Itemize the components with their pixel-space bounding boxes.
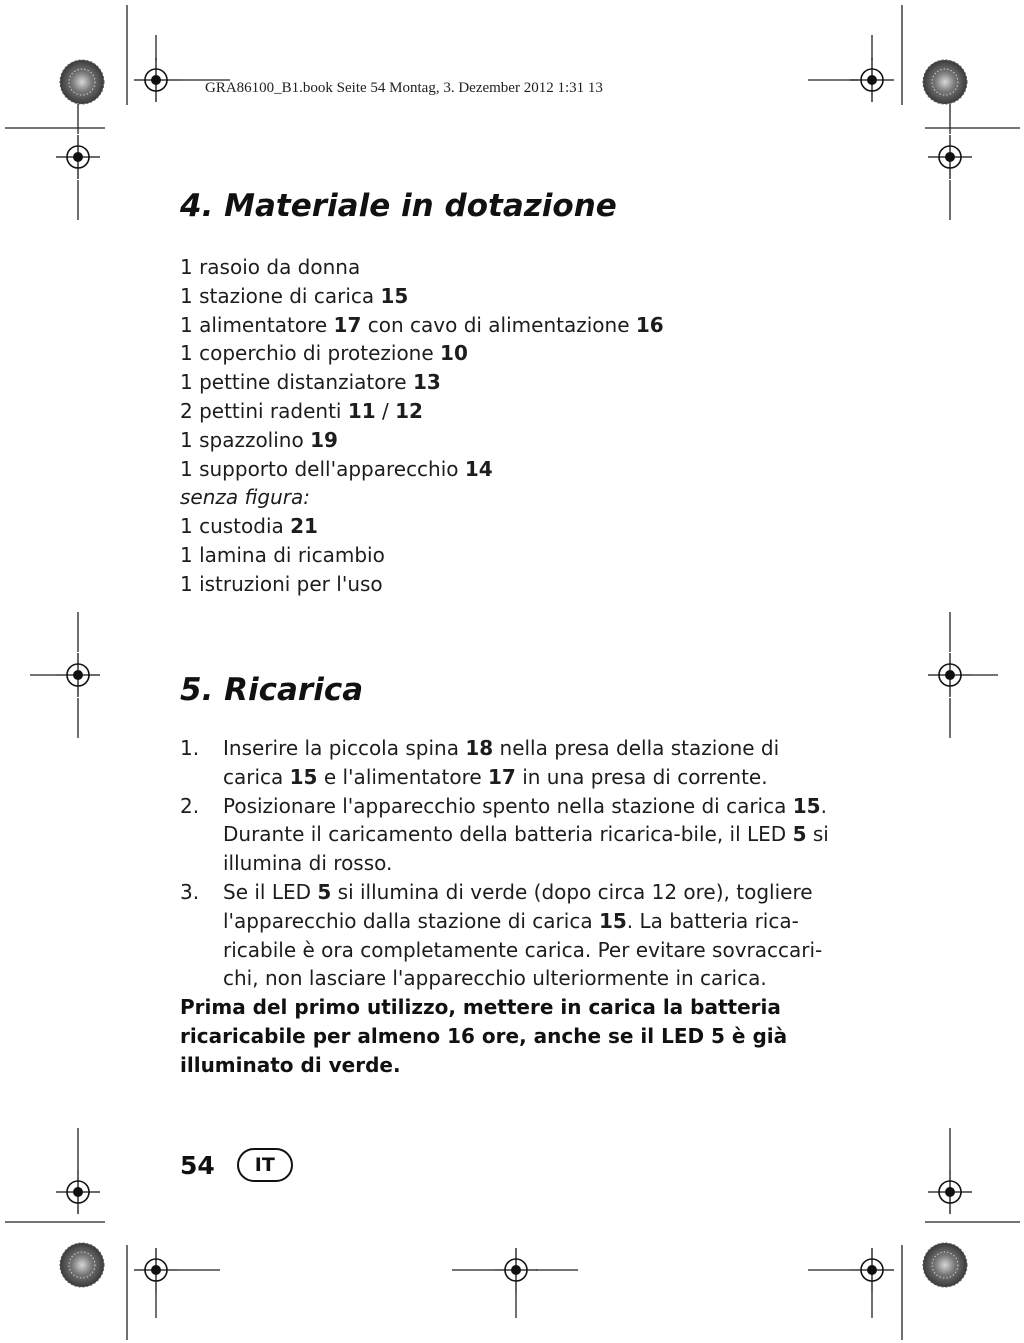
list-item: 2 pettini radenti 11 / 12 [180,398,423,423]
list-item: 1 pettine distanziatore 13 [180,370,441,395]
list-item: 1 coperchio di protezione 10 [180,341,468,366]
step-2: 2. Posizionare l'apparecchio spento nella stazione di carica 15. Durante il caricamento della batteria ricarica-bile, il LED 5 si illumina di rosso. [180,793,829,876]
list-item: 1 rasoio da donna [180,255,361,279]
part-reference: 15 [380,283,409,308]
part-reference: 17 [333,312,362,337]
materials-list [180,253,664,599]
step-1: 1. Inserire la piccola spina 18 nella presa della stazione di carica 15 e l'alimentatore 17 in una presa di corrente. [180,736,780,789]
list-item: 1 stazione di carica 15 [180,283,409,308]
part-reference: 13 [412,370,441,395]
section-4-title: 4. Materiale in dotazione [180,188,617,224]
part-reference: 16 [635,312,664,337]
list-item: 1 spazzolino 19 [180,427,338,452]
page-footer [180,1148,293,1182]
language-badge: IT [237,1148,293,1182]
list-item: 1 istruzioni per l'uso [180,571,383,596]
list-item: 1 lamina di ricambio [180,542,385,567]
print-job-info: GRA86100_B1.book Seite 54 Montag, 3. Dezember 2012 1:31 13 [205,80,603,96]
list-item: 1 alimentatore 17 con cavo di alimentazione 16 [180,312,664,337]
step-number: 1. [180,736,200,760]
section-5-title: 5. Ricarica [180,672,364,708]
list-item: 1 supporto dell'apparecchio 14 [180,456,493,481]
list-item: 1 custodia 21 [180,514,318,539]
part-reference: 10 [440,341,468,366]
page-number: 54 [180,1150,215,1180]
part-reference: 14 [464,456,493,481]
part-reference: 11 [347,398,376,423]
part-reference: 19 [310,427,338,452]
first-use-warning: Prima del primo utilizzo, mettere in carica la batteria ricaricabile per almeno 16 ore, anche se il LED 5 è già illuminato di verde. [180,995,788,1077]
step-number: 3. [180,879,200,904]
without-figure-note: senza figura: [180,485,311,510]
step-number: 2. [180,793,200,818]
step-3: 3. Se il LED 5 si illumina di verde (dopo circa 12 ore), togliere l'apparecchio dalla stazione di carica 15. La batteria rica-ricabile è ora completamente carica. Per evitare sovraccari-chi, non lasciare l'apparecchio ulteriormente in carica. [180,879,823,991]
part-reference: 21 [290,514,318,539]
part-reference: 12 [395,398,423,423]
charging-steps [180,734,840,993]
